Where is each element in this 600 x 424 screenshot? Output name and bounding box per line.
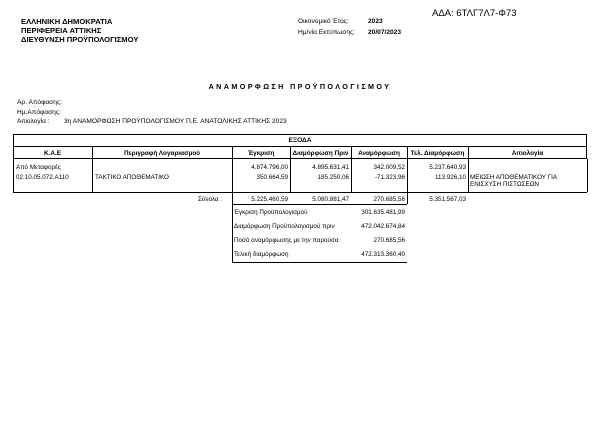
- column-header-final: Τελ. Διαμόρφωση: [410, 150, 465, 157]
- section-title: ΕΞΟΔΑ: [288, 137, 312, 144]
- row-reform: -71.323,96: [374, 174, 405, 181]
- decision-date-label: Ημ.Απόφασης:: [17, 109, 61, 116]
- issuer-line-1: ΕΛΛΗΝΙΚΗ ΔΗΜΟΚΡΑΤΙΑ: [21, 17, 113, 26]
- fiscal-year-label: Οικονομικό Έτος:: [298, 18, 349, 25]
- row-reason-line-2: ΕΝΙΣΧΥΣΗ ΠΙΣΤΩΣΕΩΝ: [470, 181, 539, 188]
- column-header-approval: Έγκριση: [247, 150, 275, 157]
- column-header-reason: Αιτιολογία: [511, 150, 544, 157]
- totals-label: Σύνολα :: [198, 196, 223, 203]
- carry-label: Από Μεταφορές: [16, 164, 61, 171]
- divider: [468, 159, 469, 192]
- totals-reform: 270.685,56: [373, 196, 405, 203]
- justification-value: 3η ΑΝΑΜΟΡΦΩΣΗ ΠΡΟΫΠΟΛΟΓΙΣΜΟΥ Π.Ε. ΑΝΑΤΟΛΙΚΗΣ ΑΤΤΙΚΗΣ 2023: [64, 118, 287, 125]
- print-date-value: 20/07/2023: [368, 29, 402, 36]
- carry-approval: 4.874.796,00: [251, 164, 288, 171]
- row-description: ΤΑΚΤΙΚΟ ΑΠΟΘΕΜΑΤΙΚΟ: [95, 174, 169, 181]
- row-final: 113.926,10: [434, 174, 466, 181]
- totals-before: 5.080.881,47: [312, 196, 349, 203]
- summary-label: Έγκριση Προϋπολογισμού: [234, 209, 308, 216]
- summary-value: 472.313.360,40: [361, 251, 405, 258]
- summary-label: Τελική διαμόρφωση: [234, 251, 289, 258]
- issuer-line-3: ΔΙΕΥΘΥΝΣΗ ΠΡΟΫΠΟΛΟΓΙΣΜΟΥ: [21, 35, 139, 44]
- summary-value: 301.635.481,99: [361, 209, 405, 216]
- summary-value: 270.685,56: [373, 237, 405, 244]
- carry-final: 5.237.640,93: [429, 164, 466, 171]
- column-header-before: Διαμόρφωση Πριν: [292, 150, 349, 157]
- totals-final: 5.351.567,03: [429, 196, 466, 203]
- row-code: 02.10.05.072.Α110: [16, 174, 69, 181]
- divider: [92, 159, 93, 192]
- row-approval: 350.664,59: [256, 174, 288, 181]
- carry-before: 4.895.631,41: [312, 164, 349, 171]
- summary-value: 472.042.674,84: [361, 223, 405, 230]
- summary-label: Διαμόρφωση Προϋπολογισμού πριν: [234, 223, 335, 230]
- column-header-description: Περιγραφή Λογαριασμού: [123, 150, 201, 157]
- totals-approval: 5.225.460,59: [251, 196, 288, 203]
- summary-label: Ποσό αναμόρφωσης με την παρούσα: [234, 237, 339, 244]
- fiscal-year-value: 2023: [368, 18, 383, 25]
- column-header-reform: Αναμόρφωση: [358, 150, 400, 157]
- divider: [587, 159, 588, 192]
- divider: [407, 192, 408, 204]
- divider: [13, 146, 587, 147]
- justification-label: Αιτιολογία :: [17, 118, 50, 125]
- page-title: ΑΝΑΜΟΡΦΩΣΗ ΠΡΟΫΠΟΛΟΓΙΣΜΟΥ: [208, 82, 392, 91]
- column-header-kae: Κ.Α.Ε: [43, 150, 62, 157]
- row-reason-line-1: ΜΕΙΩΣΗ ΑΠΟΘΕΜΑΤΙΚΟΥ ΓΙΑ: [470, 174, 558, 181]
- decision-number-label: Αρ. Απόφασης:: [17, 99, 62, 106]
- divider: [232, 262, 407, 263]
- carry-reform: 342.009,52: [373, 164, 405, 171]
- ada-code: ΑΔΑ: 6ΤΛΓ7Λ7-Φ73: [432, 8, 517, 19]
- print-date-label: Ημ/νία Εκτύπωσης:: [298, 29, 356, 36]
- divider: [232, 204, 407, 205]
- row-before: 185.250,06: [317, 174, 349, 181]
- divider: [232, 192, 233, 262]
- issuer-line-2: ΠΕΡΙΦΕΡΕΙΑ ΑΤΤΙΚΗΣ: [21, 26, 102, 35]
- divider: [13, 159, 14, 192]
- divider: [13, 192, 587, 193]
